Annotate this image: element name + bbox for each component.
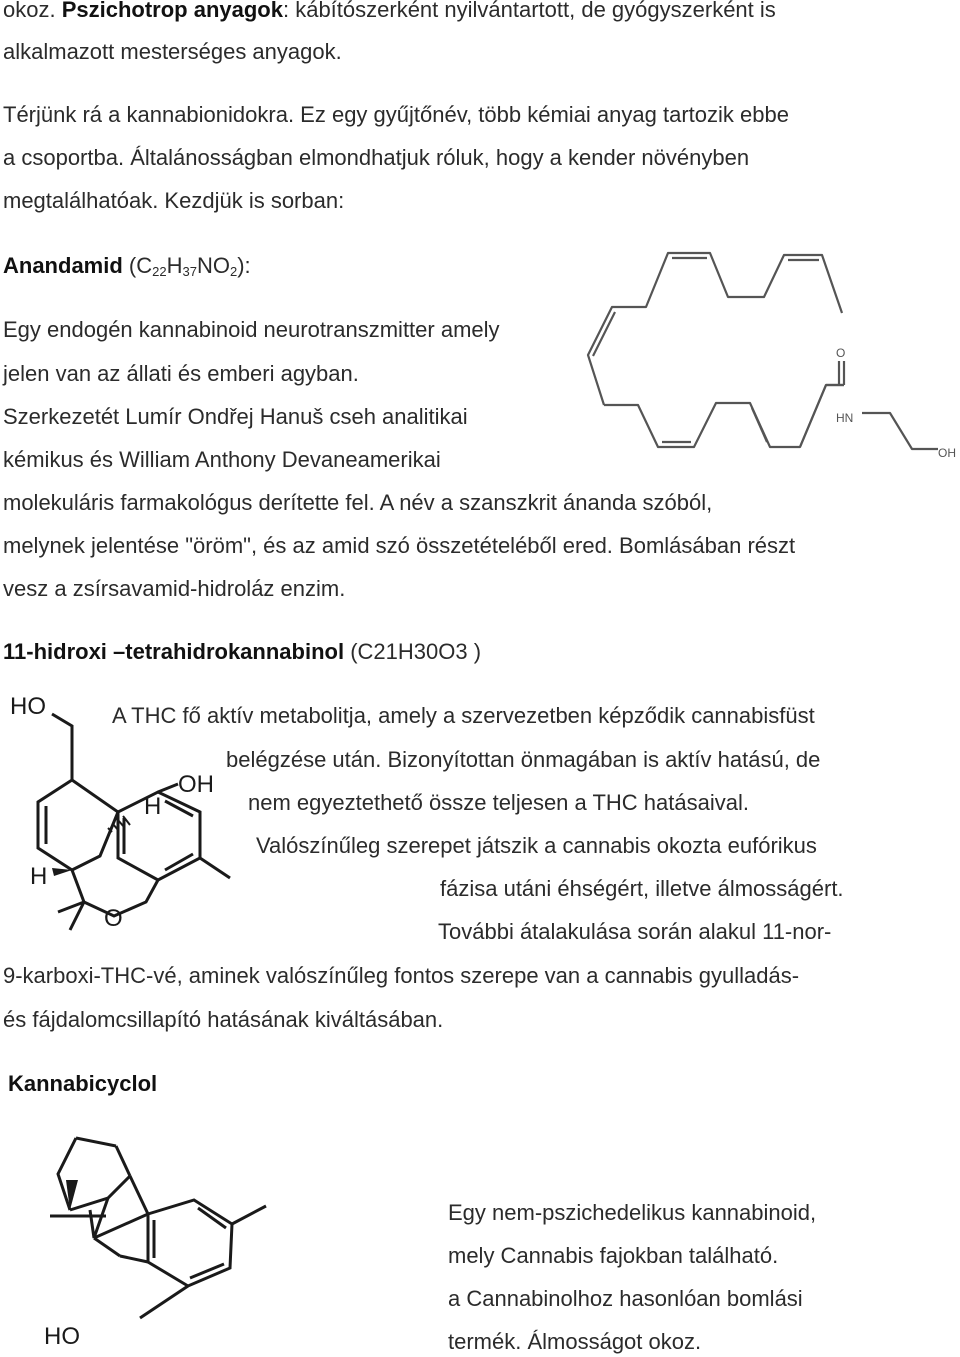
kannabicyclol-line-1: Egy nem-pszichedelikus kannabinoid, <box>448 1200 817 1225</box>
anandamid-line-3: Szerkezetét Lumír Ondřej Hanuš cseh analitikai <box>3 404 468 429</box>
intro-line-1 <box>3 0 776 24</box>
thc-line-8: és fájdalomcsillapító hatásának kiváltásában. <box>3 1007 444 1032</box>
anandamid-line-1: Egy endogén kannabinoid neurotranszmitter amely <box>3 317 500 342</box>
kannabicyclol-ho-label: HO <box>44 1323 80 1348</box>
para-line-2: a csoportba. Általánosságban elmondhatjuk róluk, hogy a kender növényben <box>3 145 750 170</box>
anandamid-line-6: melynek jelentése "öröm", és az amid szó összetételéből ered. Bomlásában részt <box>3 533 796 558</box>
para-line-1: Térjünk rá a kannabionidokra. Ez egy gyűjtőnév, több kémiai anyag tartozik ebbe <box>3 102 789 127</box>
anandamid-line-7: vesz a zsírsavamid-hidroláz enzim. <box>3 576 346 601</box>
psychotropic-term: Pszichotrop anyagok <box>61 0 283 22</box>
thc-line-2: belégzése után. Bizonyítottan önmagában is aktív hatású, de <box>226 747 821 772</box>
kannabicyclol-title: Kannabicyclol <box>8 1071 158 1096</box>
thc-h-label-1: H <box>144 793 162 820</box>
thc-line-3: nem egyeztethető össze teljesen a THC hatásaival. <box>248 790 749 815</box>
kannabicyclol-line-3: a Cannabinolhoz hasonlóan bomlási <box>448 1286 803 1311</box>
thc-oh-label: OH <box>178 771 214 798</box>
thc-o-label: O <box>104 905 123 932</box>
anandamid-formula: $(C_{22}H_{37}NO_2)$: <box>122 253 251 279</box>
thc-line-5: fázisa utáni éhségért, illetve álmosságért. <box>440 876 844 901</box>
intro-line-2: alkalmazott mesterséges anyagok. <box>3 39 342 64</box>
thc-line-1: A THC fő aktív metabolitja, amely a szervezetben képződik cannabisfüst <box>112 703 815 728</box>
thc-ho-label: HO <box>10 693 46 720</box>
thc-h-label-2: H <box>30 863 48 890</box>
anandamide-o-label: O <box>836 346 846 360</box>
anandamide-structure <box>560 235 960 475</box>
anandamid-line-4: kémikus és William Anthony Devaneamerikai <box>3 447 441 472</box>
anandamide-oh-label: OH <box>938 446 956 460</box>
kannabicyclol-line-2: mely Cannabis fajokban található. <box>448 1243 779 1268</box>
intro-prefix: okoz. <box>3 0 62 22</box>
thc-line-4: Valószínűleg szerepet játszik a cannabis okozta eufórikus <box>256 833 817 858</box>
thc-line-6: További átalakulása során alakul 11-nor- <box>438 919 832 944</box>
thc-line-7: 9-karboxi-THC-vé, aminek valószínűleg fontos szerepe van a cannabis gyulladás- <box>3 963 800 988</box>
anandamid-title: Anandamid <box>3 253 123 278</box>
anandamid-line-2: jelen van az állati és emberi agyban. <box>3 361 359 386</box>
kannabicyclol-structure <box>30 1118 280 1348</box>
para-line-3: megtalálhatóak. Kezdjük is sorban: <box>3 188 345 213</box>
kannabicyclol-line-4: termék. Álmosságot okoz. <box>448 1329 702 1354</box>
thc-heading <box>3 638 481 666</box>
anandamid-heading <box>3 252 251 286</box>
thc-formula: (C21H30O3 ) <box>344 639 482 664</box>
anandamid-line-5: molekuláris farmakológus derítette fel. A név a szanszkrit ánanda szóból, <box>3 490 713 515</box>
thc-title: 11-hidroxi –tetrahidrokannabinol <box>3 639 345 664</box>
intro-definition: : kábítószerként nyilvántartott, de gyógyszerként is <box>282 0 776 22</box>
anandamide-hn-label: HN <box>836 411 854 425</box>
